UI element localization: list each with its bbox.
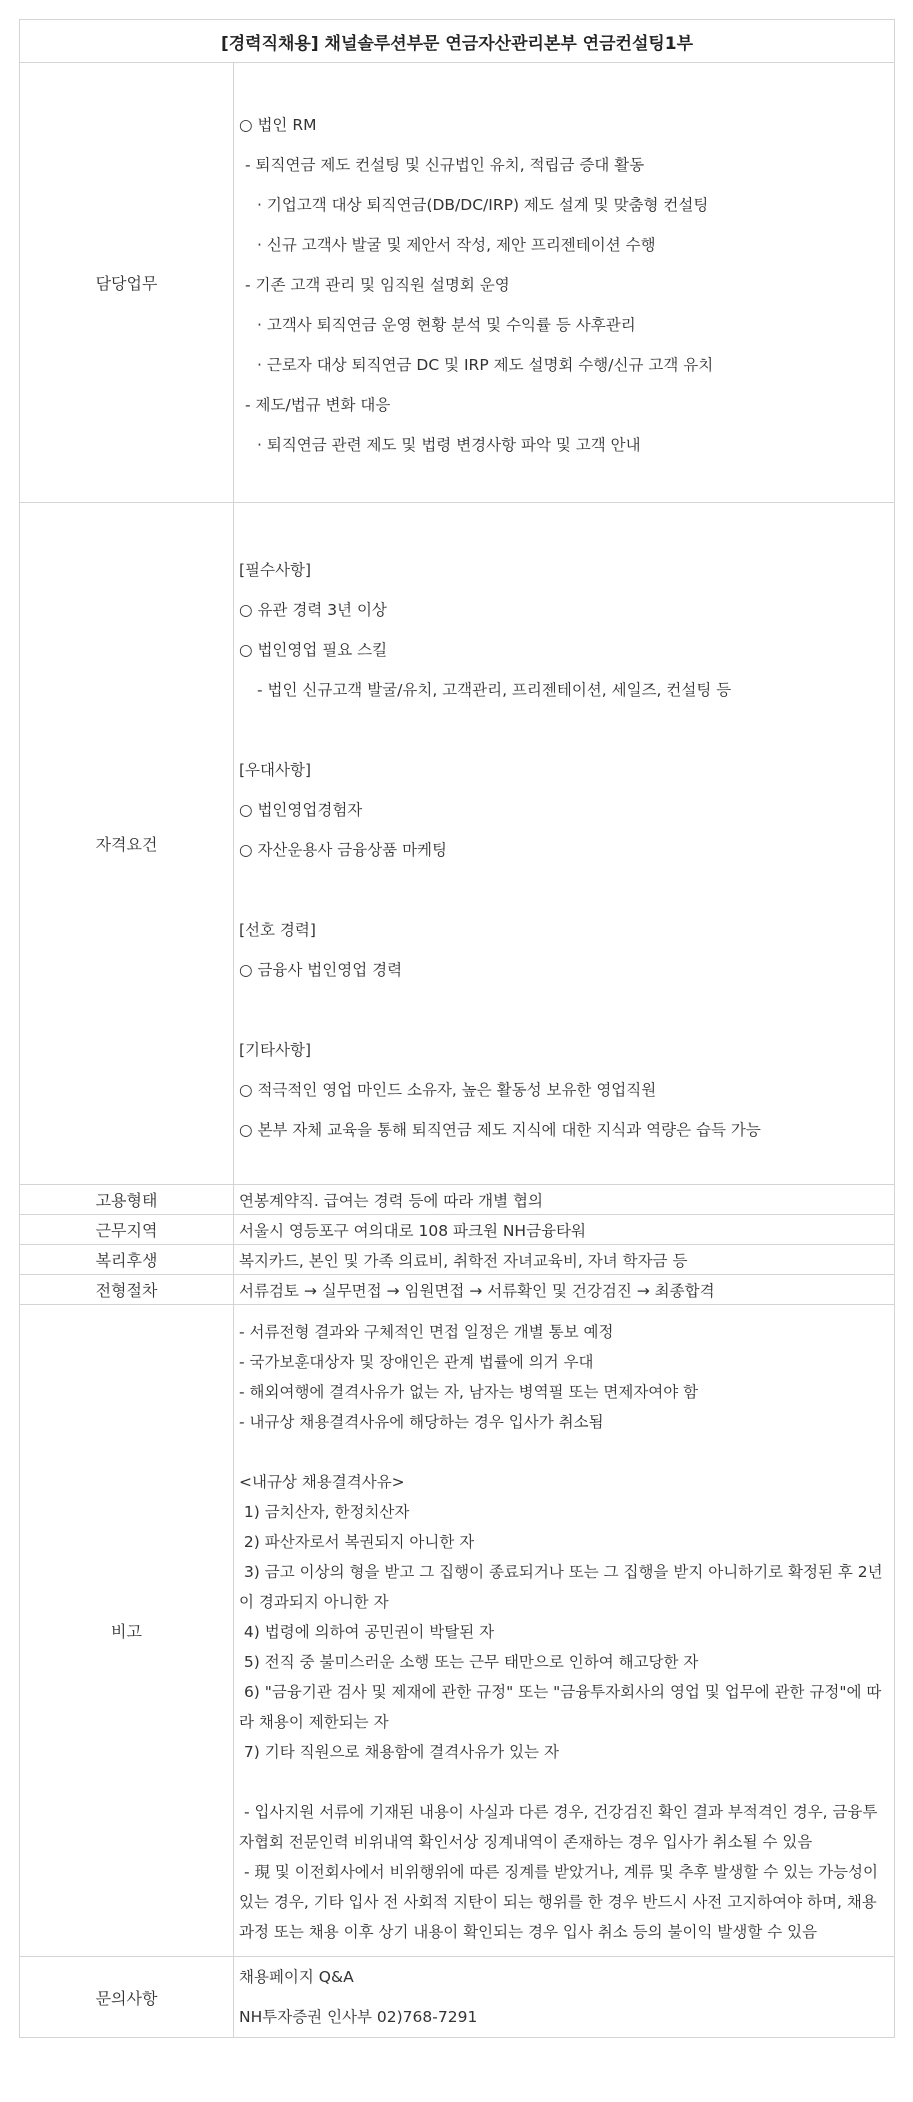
inquiry-contact: NH투자증권 인사부 02)768-7291 [239,2008,478,2026]
disqualify-item: 2) 파산자로서 복권되지 아니한 자 [239,1532,475,1551]
disqualify-heading: <내규상 채용결격사유> [239,1472,405,1491]
required-heading: [필수사항] [239,560,311,579]
remark-note: - 서류전형 결과와 구체적인 면접 일정은 개별 통보 예정 [239,1322,614,1341]
duties-line: · 기업고객 대상 퇴직연금(DB/DC/IRP) 제도 설계 및 맞춤형 컨설팅 [257,195,709,214]
duties-line: · 신규 고객사 발굴 및 제안서 작성, 제안 프리젠테이션 수행 [257,235,656,254]
disqualify-item: 4) 법령에 의하여 공민권이 박탈된 자 [239,1622,495,1641]
location-row [20,1215,895,1245]
duties-row [20,63,895,503]
process-value: 서류검토 → 실무면접 → 임원면접 → 서류확인 및 건강검진 → 최종합격 [234,1275,895,1305]
duties-line: - 퇴직연금 제도 컨설팅 및 신규법인 유치, 적립금 증대 활동 [245,155,645,174]
duties-line: · 퇴직연금 관련 제도 및 법령 변경사항 파악 및 고객 안내 [257,435,641,454]
required-item: ○ 유관 경력 3년 이상 [239,600,387,619]
required-item: ○ 법인영업 필요 스킬 [239,640,388,659]
other-item: ○ 본부 자체 교육을 통해 퇴직연금 제도 지식에 대한 지식과 역량은 습득 가능 [239,1120,761,1139]
location-value: 서울시 영등포구 여의대로 108 파크원 NH금융타워 [234,1215,895,1245]
inquiry-qa-link: 채용페이지 Q&A [239,1968,354,1986]
duties-label: 담당업무 [20,63,234,503]
duties-line: · 고객사 퇴직연금 운영 현황 분석 및 수익률 등 사후관리 [257,315,636,334]
duties-line: · 근로자 대상 퇴직연금 DC 및 IRP 제도 설명회 수행/신규 고객 유치 [257,355,714,374]
caution-item: - 입사지원 서류에 기재된 내용이 사실과 다른 경우, 건강검진 확인 결과 부적격인 경우, 금융투자협회 전문인력 비위내역 확인서상 징계내역이 존재하는 경우 입사가 취소될 수 있음 [239,1802,878,1851]
employment-type-value: 연봉계약직. 급여는 경력 등에 따라 개별 협의 [234,1185,895,1215]
posting-title: [경력직채용] 채널솔루션부문 연금자산관리본부 연금컨설팅1부 [20,20,895,63]
disqualify-item: 5) 전직 중 불미스러운 소행 또는 근무 태만으로 인하여 해고당한 자 [239,1652,699,1671]
remark-note: - 국가보훈대상자 및 장애인은 관계 법률에 의거 우대 [239,1352,594,1371]
remarks-row [20,1305,895,1957]
remark-note: - 해외여행에 결격사유가 없는 자, 남자는 병역필 또는 면제자여야 함 [239,1382,699,1401]
inquiry-content [234,1957,895,2038]
benefits-value: 복지카드, 본인 및 가족 의료비, 취학전 자녀교육비, 자녀 학자금 등 [234,1245,895,1275]
required-item: - 법인 신규고객 발굴/유치, 고객관리, 프리젠테이션, 세일즈, 컨설팅 등 [257,680,732,699]
location-label: 근무지역 [20,1215,234,1245]
title-row [20,20,895,63]
duties-line: ○ 법인 RM [239,115,317,134]
preferred-item: ○ 법인영업경험자 [239,800,363,819]
other-heading: [기타사항] [239,1040,311,1059]
remark-note: - 내규상 채용결격사유에 해당하는 경우 입사가 취소됨 [239,1412,604,1431]
remarks-label: 비고 [20,1305,234,1957]
benefits-row [20,1245,895,1275]
preferred-item: ○ 자산운용사 금융상품 마케팅 [239,840,447,859]
favored-heading: [선호 경력] [239,920,316,939]
qualifications-row [20,503,895,1185]
disqualify-item: 3) 금고 이상의 형을 받고 그 집행이 종료되거나 또는 그 집행을 받지 아니하기로 확정된 후 2년이 경과되지 아니한 자 [239,1562,883,1611]
preferred-heading: [우대사항] [239,760,311,779]
qualifications-content [234,503,895,1185]
duties-line: - 제도/법규 변화 대응 [245,395,391,414]
job-posting-table [19,19,895,2038]
benefits-label: 복리후생 [20,1245,234,1275]
qualifications-label: 자격요건 [20,503,234,1185]
process-label: 전형절차 [20,1275,234,1305]
duties-line: - 기존 고객 관리 및 임직원 설명회 운영 [245,275,510,294]
employment-type-row [20,1185,895,1215]
inquiry-row [20,1957,895,2038]
disqualify-item: 1) 금치산자, 한정치산자 [239,1502,410,1521]
disqualify-item: 6) "금융기관 검사 및 제재에 관한 규정" 또는 "금융투자회사의 영업 및 업무에 관한 규정"에 따라 채용이 제한되는 자 [239,1682,882,1731]
inquiry-label: 문의사항 [20,1957,234,2038]
duties-content [234,63,895,503]
other-item: ○ 적극적인 영업 마인드 소유자, 높은 활동성 보유한 영업직원 [239,1080,657,1099]
favored-item: ○ 금융사 법인영업 경력 [239,960,403,979]
process-row [20,1275,895,1305]
remarks-content [234,1305,895,1957]
caution-item: - 現 및 이전회사에서 비위행위에 따른 징계를 받았거나, 계류 및 추후 발생할 수 있는 가능성이 있는 경우, 기타 입사 전 사회적 지탄이 되는 행위를 한 경우 반드시 사전 고지하여야 하며, 채용과정 또는 채용 이후 상기 내용이 확인되는 경우 입사 취소 등의 불이익 발생할 수 있음 [239,1862,883,1941]
employment-type-label: 고용형태 [20,1185,234,1215]
disqualify-item: 7) 기타 직원으로 채용함에 결격사유가 있는 자 [239,1742,559,1761]
